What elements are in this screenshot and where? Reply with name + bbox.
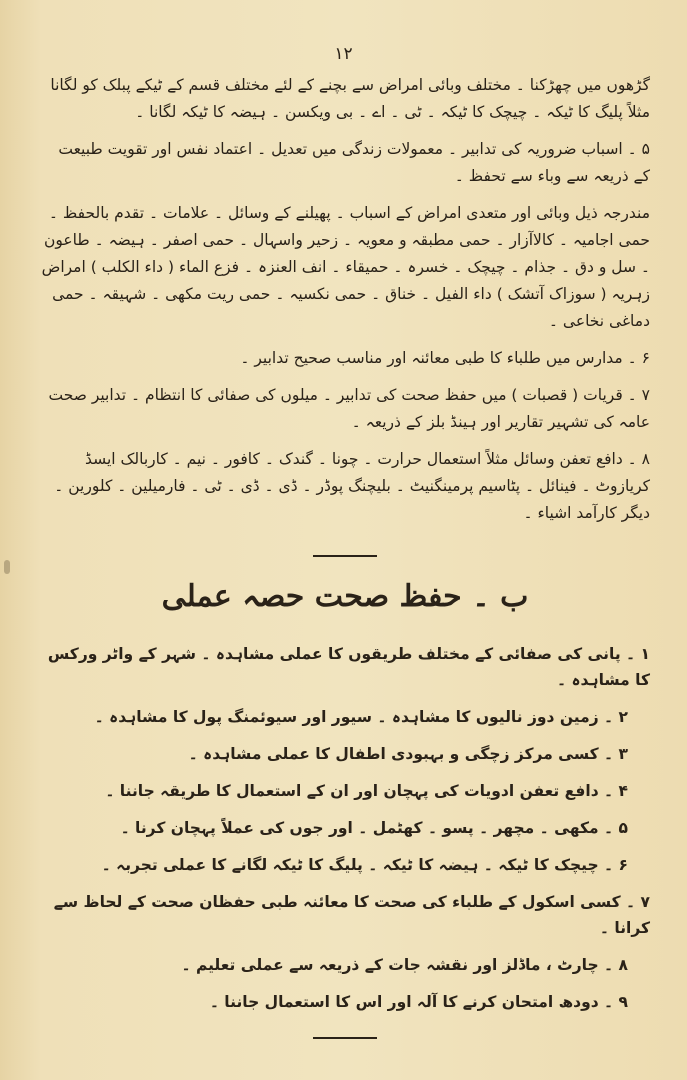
list-item: ۶ ۔ چیچک کا ٹیکہ ۔ ہیضہ کا ٹیکہ ۔ پلیگ کا ٹیکہ لگانے کا عملی تجربہ ۔ [101, 856, 628, 874]
list-item: ۵ ۔ مکھی ۔ مچھر ۔ پسو ۔ کھٹمل ۔ اور جوں کی عملاً پہچان کرنا ۔ [120, 819, 628, 837]
paragraph-item-5: ۵ ۔ اسباب ضروریہ کی تدابیر ۔ معمولات زندگی میں تعدیل ۔ اعتماد نفس اور تقویت طبیعت کے ذریعہ سے وباء سے تحفظ ۔ [58, 140, 650, 185]
paragraph-item-7: ۷ ۔ قریات ( قصبات ) میں حفظ صحت کی تدابیر ۔ میلوں کی صفائی کا انتظام ۔ تدابیر صحت عامہ کی تشہیر تقاریر اور ہینڈ بلز کے ذریعہ ۔ [48, 386, 650, 431]
paper-stain [4, 560, 10, 574]
list-item: ۲ ۔ زمین دوز نالیوں کا مشاہدہ ۔ سیور اور سیوئمنگ پول کا مشاہدہ ۔ [94, 708, 628, 726]
paragraph-item-8: ۸ ۔ دافع تعفن وسائل مثلاً استعمال حرارت ۔ چونا ۔ گندک ۔ کافور ۔ نیم ۔ کاربالک ایسڈ کریازوٹ ۔ فینائل ۔ پٹاسیم پرمینگنیٹ ۔ بلیچنگ پوڈر ۔ ڈی ۔ ڈی ۔ ٹی ۔ فارمیلین ۔ کلورین ۔ دیگر کارآمد اشیاء ۔ [54, 450, 650, 522]
page-number: ۱۲ [334, 44, 353, 64]
list-item: ۱ ۔ پانی کی صفائی کے مختلف طریقوں کا عملی مشاہدہ ۔ شہر کے واٹر ورکس کا مشاہدہ ۔ [47, 645, 650, 689]
practical-list [40, 641, 650, 1015]
list-item: ۸ ۔ چارٹ ، ماڈلز اور نقشہ جات کے ذریعہ سے عملی تعلیم ۔ [181, 956, 628, 974]
section-divider [313, 555, 377, 557]
list-item: ۳ ۔ کسی مرکز زچگی و بہبودی اطفال کا عملی مشاہدہ ۔ [188, 745, 628, 763]
page-content [40, 72, 650, 1039]
section-heading: ب ۔ حفظ صحت حصہ عملی [161, 579, 529, 614]
end-divider [313, 1037, 377, 1039]
list-item: ۴ ۔ دافع تعفن ادویات کی پہچان اور ان کے استعمال کا طریقہ جاننا ۔ [105, 782, 628, 800]
paragraph-disease-list: مندرجہ ذیل وبائی اور متعدی امراض کے اسباب ۔ پھیلنے کے وسائل ۔ علامات ۔ تقدم بالحفظ ۔ حمی اجامیہ ۔ کالاآزار ۔ حمی مطبقہ و معویہ ۔ زحیر واسہال ۔ حمی اصفر ۔ ہیضہ ۔ طاعون ۔ سل و دق ۔ جذام ۔ چیچک ۔ خسرہ ۔ حمیقاء ۔ انف العنزہ ۔ فزع الماء ( داء الکلب ) امراض زہریہ ( سوزاک آتشک ) داء الفیل ۔ خناق ۔ حمی نکسیہ ۔ حمی ریت مکھی ۔ شہیقہ ۔ حمی دماغی نخاعی ۔ [41, 204, 650, 330]
list-item: ۹ ۔ دودھ امتحان کرنے کا آلہ اور اس کا استعمال جاننا ۔ [209, 993, 628, 1011]
paragraph-continued: گڑھوں میں چھڑکنا ۔ مختلف وبائی امراض سے بچنے کے لئے مختلف قسم کے ٹیکے پبلک کو لگانا مثلاً پلیگ کا ٹیکہ ۔ چیچک کا ٹیکہ ۔ ٹی ۔ اے ۔ بی ویکسن ۔ ہیضہ کا ٹیکہ لگانا ۔ [50, 76, 650, 121]
paragraph-item-6: ۶ ۔ مدارس میں طلباء کا طبی معائنہ اور مناسب صحیح تدابیر ۔ [240, 349, 650, 367]
list-item: ۷ ۔ کسی اسکول کے طلباء کی صحت کا معائنہ طبی حفظان صحت کے لحاظ سے کرانا ۔ [53, 893, 650, 937]
